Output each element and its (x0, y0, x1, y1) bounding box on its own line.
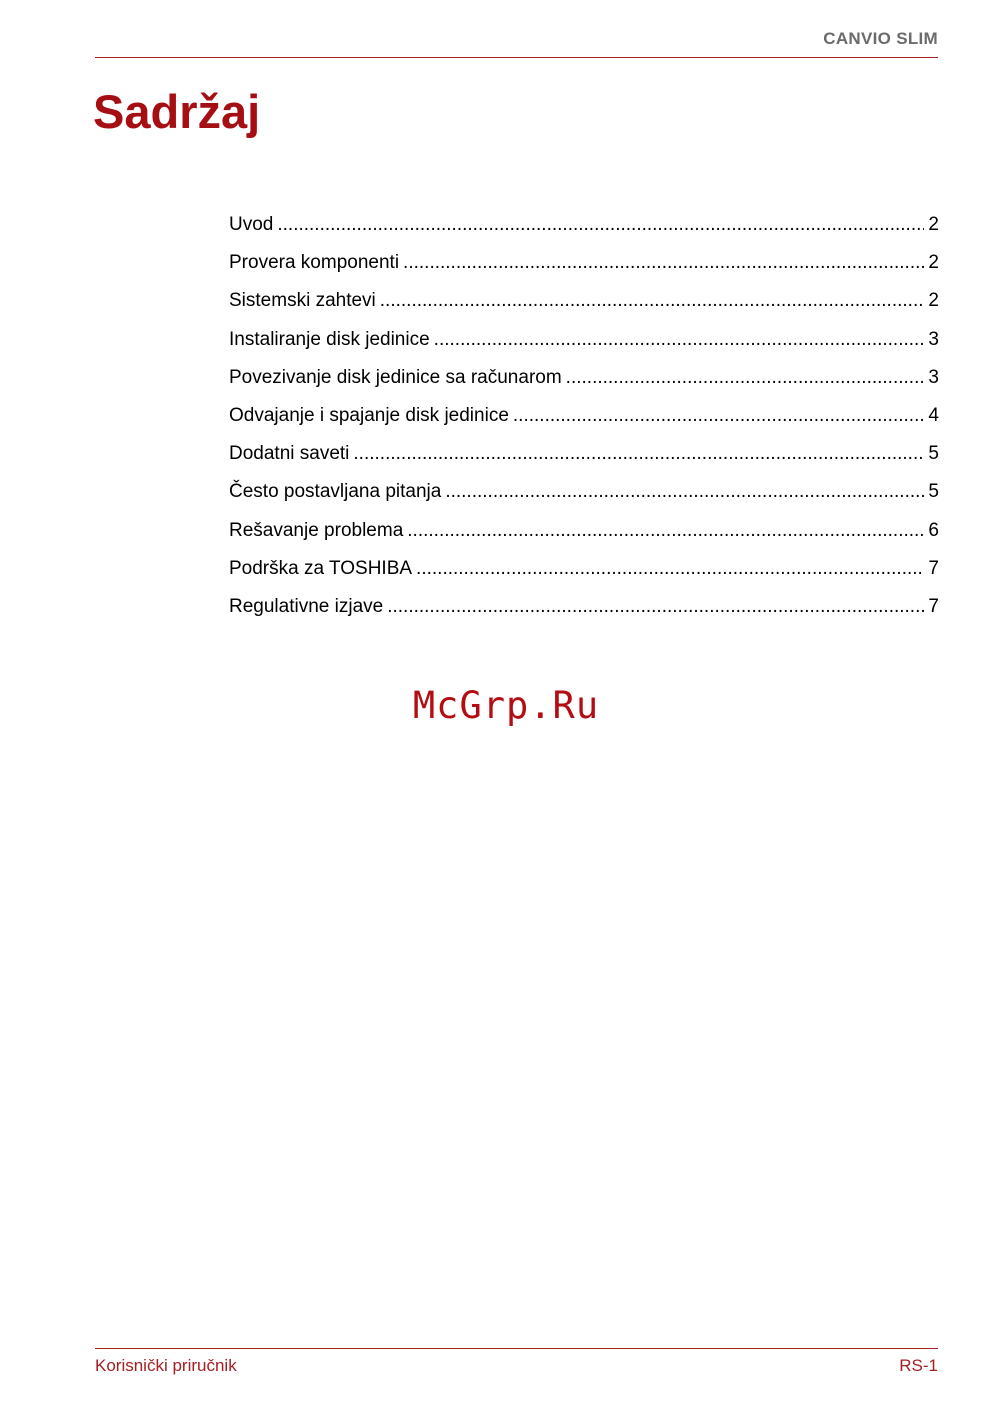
toc-leader (380, 284, 925, 318)
toc-entry-regulativne-izjave[interactable] (229, 590, 939, 628)
toc-entry-uvod[interactable] (229, 208, 939, 246)
toc-entry-page: 2 (928, 290, 939, 312)
watermark: McGrp.Ru (412, 684, 600, 727)
toc-entry-page: 7 (928, 595, 939, 617)
toc-entry-instaliranje[interactable] (229, 323, 939, 361)
toc-leader (353, 437, 924, 471)
toc-entry-page: 3 (928, 328, 939, 350)
toc-leader (403, 246, 924, 280)
toc-entry-page: 6 (928, 519, 939, 541)
toc-entry-podrska[interactable] (229, 552, 939, 590)
toc-entry-page: 4 (928, 404, 939, 426)
toc-entry-odvajanje[interactable] (229, 399, 939, 437)
toc-entry-cesto-postavljana-pitanja[interactable] (229, 475, 939, 513)
toc-entry-page: 7 (928, 557, 939, 579)
table-of-contents (229, 208, 939, 628)
toc-entry-page: 2 (928, 214, 939, 235)
header-rule (95, 57, 938, 58)
toc-leader (513, 399, 925, 433)
header-product-name: CANVIO SLIM (823, 29, 938, 48)
toc-entry-povezivanje[interactable] (229, 361, 939, 399)
toc-entry-label: Često postavljana pitanja (229, 481, 442, 503)
toc-entry-page: 2 (928, 252, 939, 274)
toc-leader (387, 590, 924, 624)
toc-entry-page: 5 (928, 443, 939, 465)
toc-entry-resavanje-problema[interactable] (229, 514, 939, 552)
toc-entry-label: Povezivanje disk jedinice sa računarom (229, 366, 562, 388)
page-title: Sadržaj (93, 85, 261, 138)
toc-entry-label: Podrška za TOSHIBA (229, 557, 413, 579)
toc-entry-label: Odvajanje i spajanje disk jedinice (229, 404, 509, 426)
toc-leader (277, 208, 924, 242)
footer-rule (95, 1348, 938, 1349)
toc-entry-page: 5 (928, 481, 939, 503)
toc-entry-label: Instaliranje disk jedinice (229, 328, 430, 350)
toc-entry-label: Rešavanje problema (229, 519, 404, 541)
toc-leader (566, 361, 925, 395)
toc-leader (445, 475, 924, 509)
footer-page-number: RS-1 (899, 1356, 938, 1375)
toc-leader (434, 323, 925, 357)
toc-entry-sistemski-zahtevi[interactable] (229, 284, 939, 322)
toc-entry-provera-komponenti[interactable] (229, 246, 939, 284)
toc-entry-label: Regulativne izjave (229, 595, 384, 617)
footer-manual-title: Korisnički priručnik (95, 1356, 237, 1375)
toc-entry-label: Dodatni saveti (229, 443, 350, 465)
toc-entry-label: Provera komponenti (229, 252, 400, 274)
toc-entry-dodatni-saveti[interactable] (229, 437, 939, 475)
toc-leader (416, 552, 924, 586)
toc-leader (407, 514, 924, 548)
toc-entry-label: Uvod (229, 214, 274, 235)
toc-entry-page: 3 (928, 366, 939, 388)
toc-entry-label: Sistemski zahtevi (229, 290, 376, 312)
